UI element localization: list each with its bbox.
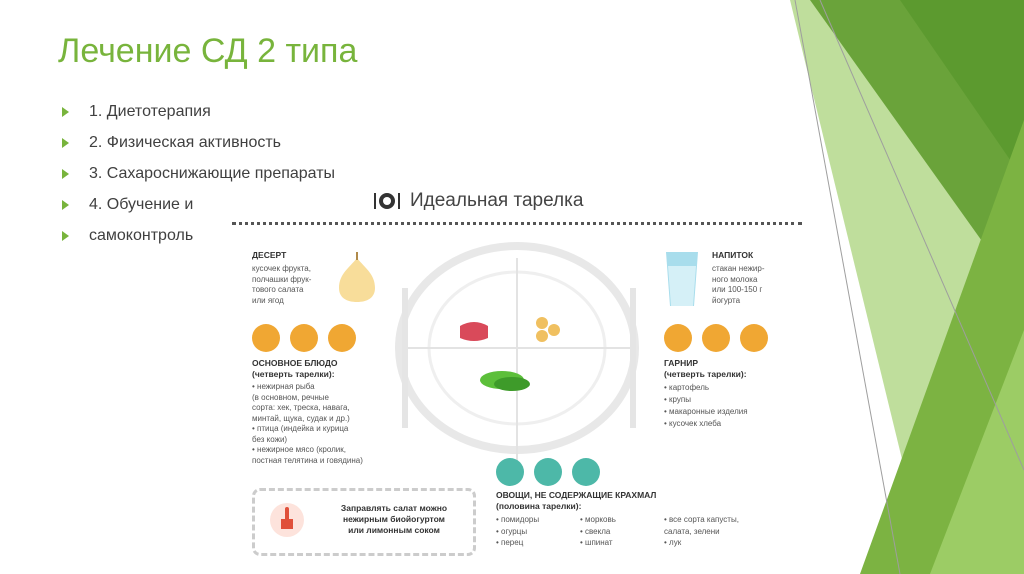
bullet-arrow-icon bbox=[62, 200, 69, 210]
glass-icon bbox=[662, 250, 702, 308]
vegetables-col-2: • морковь • свекла • шпинат bbox=[580, 515, 616, 547]
meat-icon bbox=[328, 324, 356, 352]
ideal-plate-infographic bbox=[232, 188, 802, 558]
bullet-text: 1. Диетотерапия bbox=[89, 102, 211, 120]
dessert-text: кусочек фрукта, полчашки фрук- тового салата или ягод bbox=[252, 264, 312, 305]
dotted-divider bbox=[232, 222, 802, 225]
bullet-text: 3. Сахароснижающие препараты bbox=[89, 164, 336, 182]
plate-illustration bbox=[372, 238, 662, 478]
bullet-arrow-icon bbox=[62, 107, 69, 117]
bullet-item bbox=[62, 158, 335, 189]
salad-dressing-note bbox=[252, 488, 476, 556]
potato-icon bbox=[702, 324, 730, 352]
tomato-icon bbox=[534, 458, 562, 486]
bullet-arrow-icon bbox=[62, 231, 69, 241]
bullet-arrow-icon bbox=[62, 169, 69, 179]
drink-text: стакан нежир- ного молока или 100-150 г йогурта bbox=[712, 264, 765, 305]
drink-title: НАПИТОК bbox=[712, 250, 754, 260]
pepper-icon bbox=[572, 458, 600, 486]
vegetables-col-1: • помидоры • огурцы • перец bbox=[496, 515, 540, 547]
bullet-item bbox=[62, 96, 335, 127]
poultry-icon bbox=[290, 324, 318, 352]
bread-icon bbox=[740, 324, 768, 352]
note-text: Заправлять салат можно нежирным биойогуртом или лимонным соком bbox=[340, 503, 448, 535]
main-course-title: ОСНОВНОЕ БЛЮДО (четверть тарелки): bbox=[252, 358, 338, 379]
bullet-text: самоконтроль bbox=[89, 226, 194, 244]
garnish-items: • картофель • крупы • макаронные изделия • кусочек хлеба bbox=[664, 383, 748, 428]
bullet-item bbox=[62, 127, 335, 158]
vegetables-title: ОВОЩИ, НЕ СОДЕРЖАЩИЕ КРАХМАЛ (половина тарелки): bbox=[496, 490, 657, 511]
cucumber-icon bbox=[496, 458, 524, 486]
bullet-text: 4. Обучение и bbox=[89, 195, 194, 213]
hand-pointing-icon bbox=[269, 501, 305, 539]
main-course-items: • нежирная рыба (в основном, речные сорта: хек, треска, навага, минтай, щука, судак и др.) • птица (индейка и курица без кожи) • нежирное мясо (кролик, постная телятина и говядина) bbox=[252, 382, 363, 465]
pear-icon bbox=[332, 252, 382, 304]
garnish-title: ГАРНИР (четверть тарелки): bbox=[664, 358, 747, 379]
pasta-icon bbox=[664, 324, 692, 352]
bullet-arrow-icon bbox=[62, 138, 69, 148]
vegetables-col-3: • все сорта капусты, салата, зелени • лук bbox=[664, 515, 739, 547]
fish-icon bbox=[252, 324, 280, 352]
infographic-title bbox=[372, 190, 583, 212]
infographic-title-text: Идеальная тарелка bbox=[410, 190, 584, 211]
bullet-text: 2. Физическая активность bbox=[89, 133, 281, 151]
slide-title: Лечение СД 2 типа bbox=[58, 32, 358, 70]
fork-plate-icon bbox=[372, 191, 402, 211]
dessert-title: ДЕСЕРТ bbox=[252, 250, 287, 260]
